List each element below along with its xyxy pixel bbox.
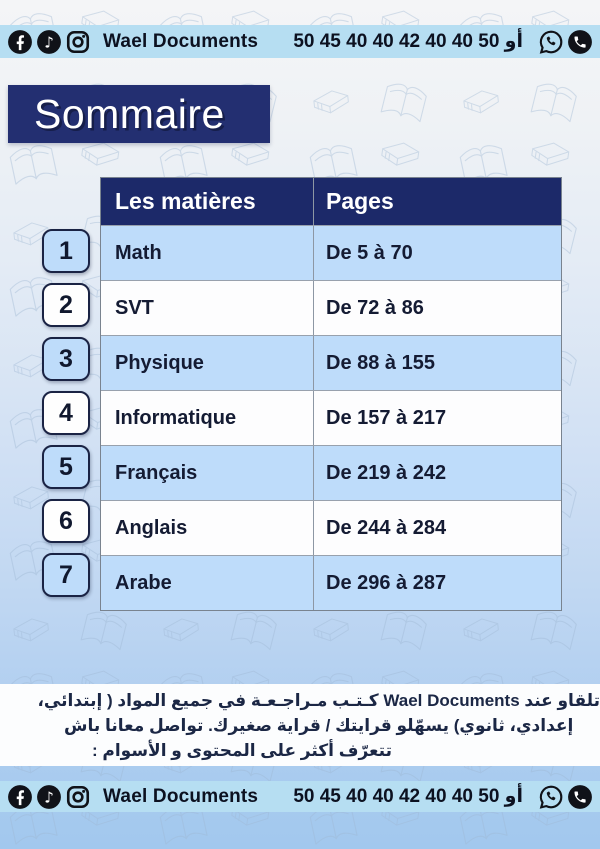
row-number-badge: 2 [42,283,90,327]
brand-name: Wael Documents [103,785,259,807]
phone-icon[interactable] [567,29,593,55]
pages-cell: De 72 à 86 [326,296,424,319]
table-row [101,555,561,610]
note-line: تتعرّف أكثر على المحتوى و الأسوام : [92,740,392,760]
footer-contact-bar [0,781,600,812]
whatsapp-icon[interactable] [538,784,564,810]
row-number-badge: 1 [42,229,90,273]
pages-cell: De 296 à 287 [326,571,447,594]
subject-cell: Physique [101,336,314,390]
row-number-badge: 5 [42,445,90,489]
row-number-badge: 3 [42,337,90,381]
column-header-pages: Pages [326,188,394,214]
facebook-icon[interactable] [7,784,33,810]
table-row [101,225,561,280]
subject-cell: Anglais [101,501,314,555]
subject-cell: Math [101,226,314,280]
instagram-icon[interactable] [65,784,91,810]
header-contact-bar [0,25,600,58]
brand-name: Wael Documents [103,30,259,52]
contents-table-body [101,225,561,610]
note-text [0,688,600,763]
subject-cell: Informatique [101,391,314,445]
header-social-group [7,29,258,55]
header-phone-group [293,29,593,55]
pages-cell: De 244 à 284 [326,516,447,539]
tiktok-icon[interactable] [36,29,62,55]
note-band [0,684,600,766]
pages-cell: De 88 à 155 [326,351,435,374]
pages-cell: De 5 à 70 [326,241,413,264]
whatsapp-icon[interactable] [538,29,564,55]
table-header-row [101,178,561,225]
subject-cell: SVT [101,281,314,335]
instagram-icon[interactable] [65,29,91,55]
table-row [101,445,561,500]
note-line: تلقاو عند Wael Documents كـتـب مـراجـعـة في جميع المواد ( إبتدائي، [37,690,600,710]
footer-social-group [7,784,258,810]
tiktok-icon[interactable] [36,784,62,810]
pages-cell: De 219 à 242 [326,461,447,484]
row-number-badge: 4 [42,391,90,435]
note-line: إعدادي، ثانوي) يسهّلو قرايتك / قراية صغيرك. تواصل معانا باش [64,715,574,735]
table-row [101,335,561,390]
table-row [101,390,561,445]
facebook-icon[interactable] [7,29,33,55]
table-row [101,280,561,335]
contents-table [100,177,562,611]
subject-cell: Arabe [101,556,314,610]
phone-icon[interactable] [567,784,593,810]
column-header-subjects: Les matières [101,178,314,225]
page-title: Sommaire [34,90,225,137]
phone-numbers: 50 45 40 40 أو 50 40 40 42 [293,31,523,52]
row-number-badge: 6 [42,499,90,543]
row-number-badge: 7 [42,553,90,597]
subject-cell: Français [101,446,314,500]
pages-cell: De 157 à 217 [326,406,447,429]
page-title-box [8,85,270,143]
footer-phone-group [293,784,593,810]
phone-numbers: 50 45 40 40 أو 50 40 40 42 [293,786,523,807]
table-row [101,500,561,555]
